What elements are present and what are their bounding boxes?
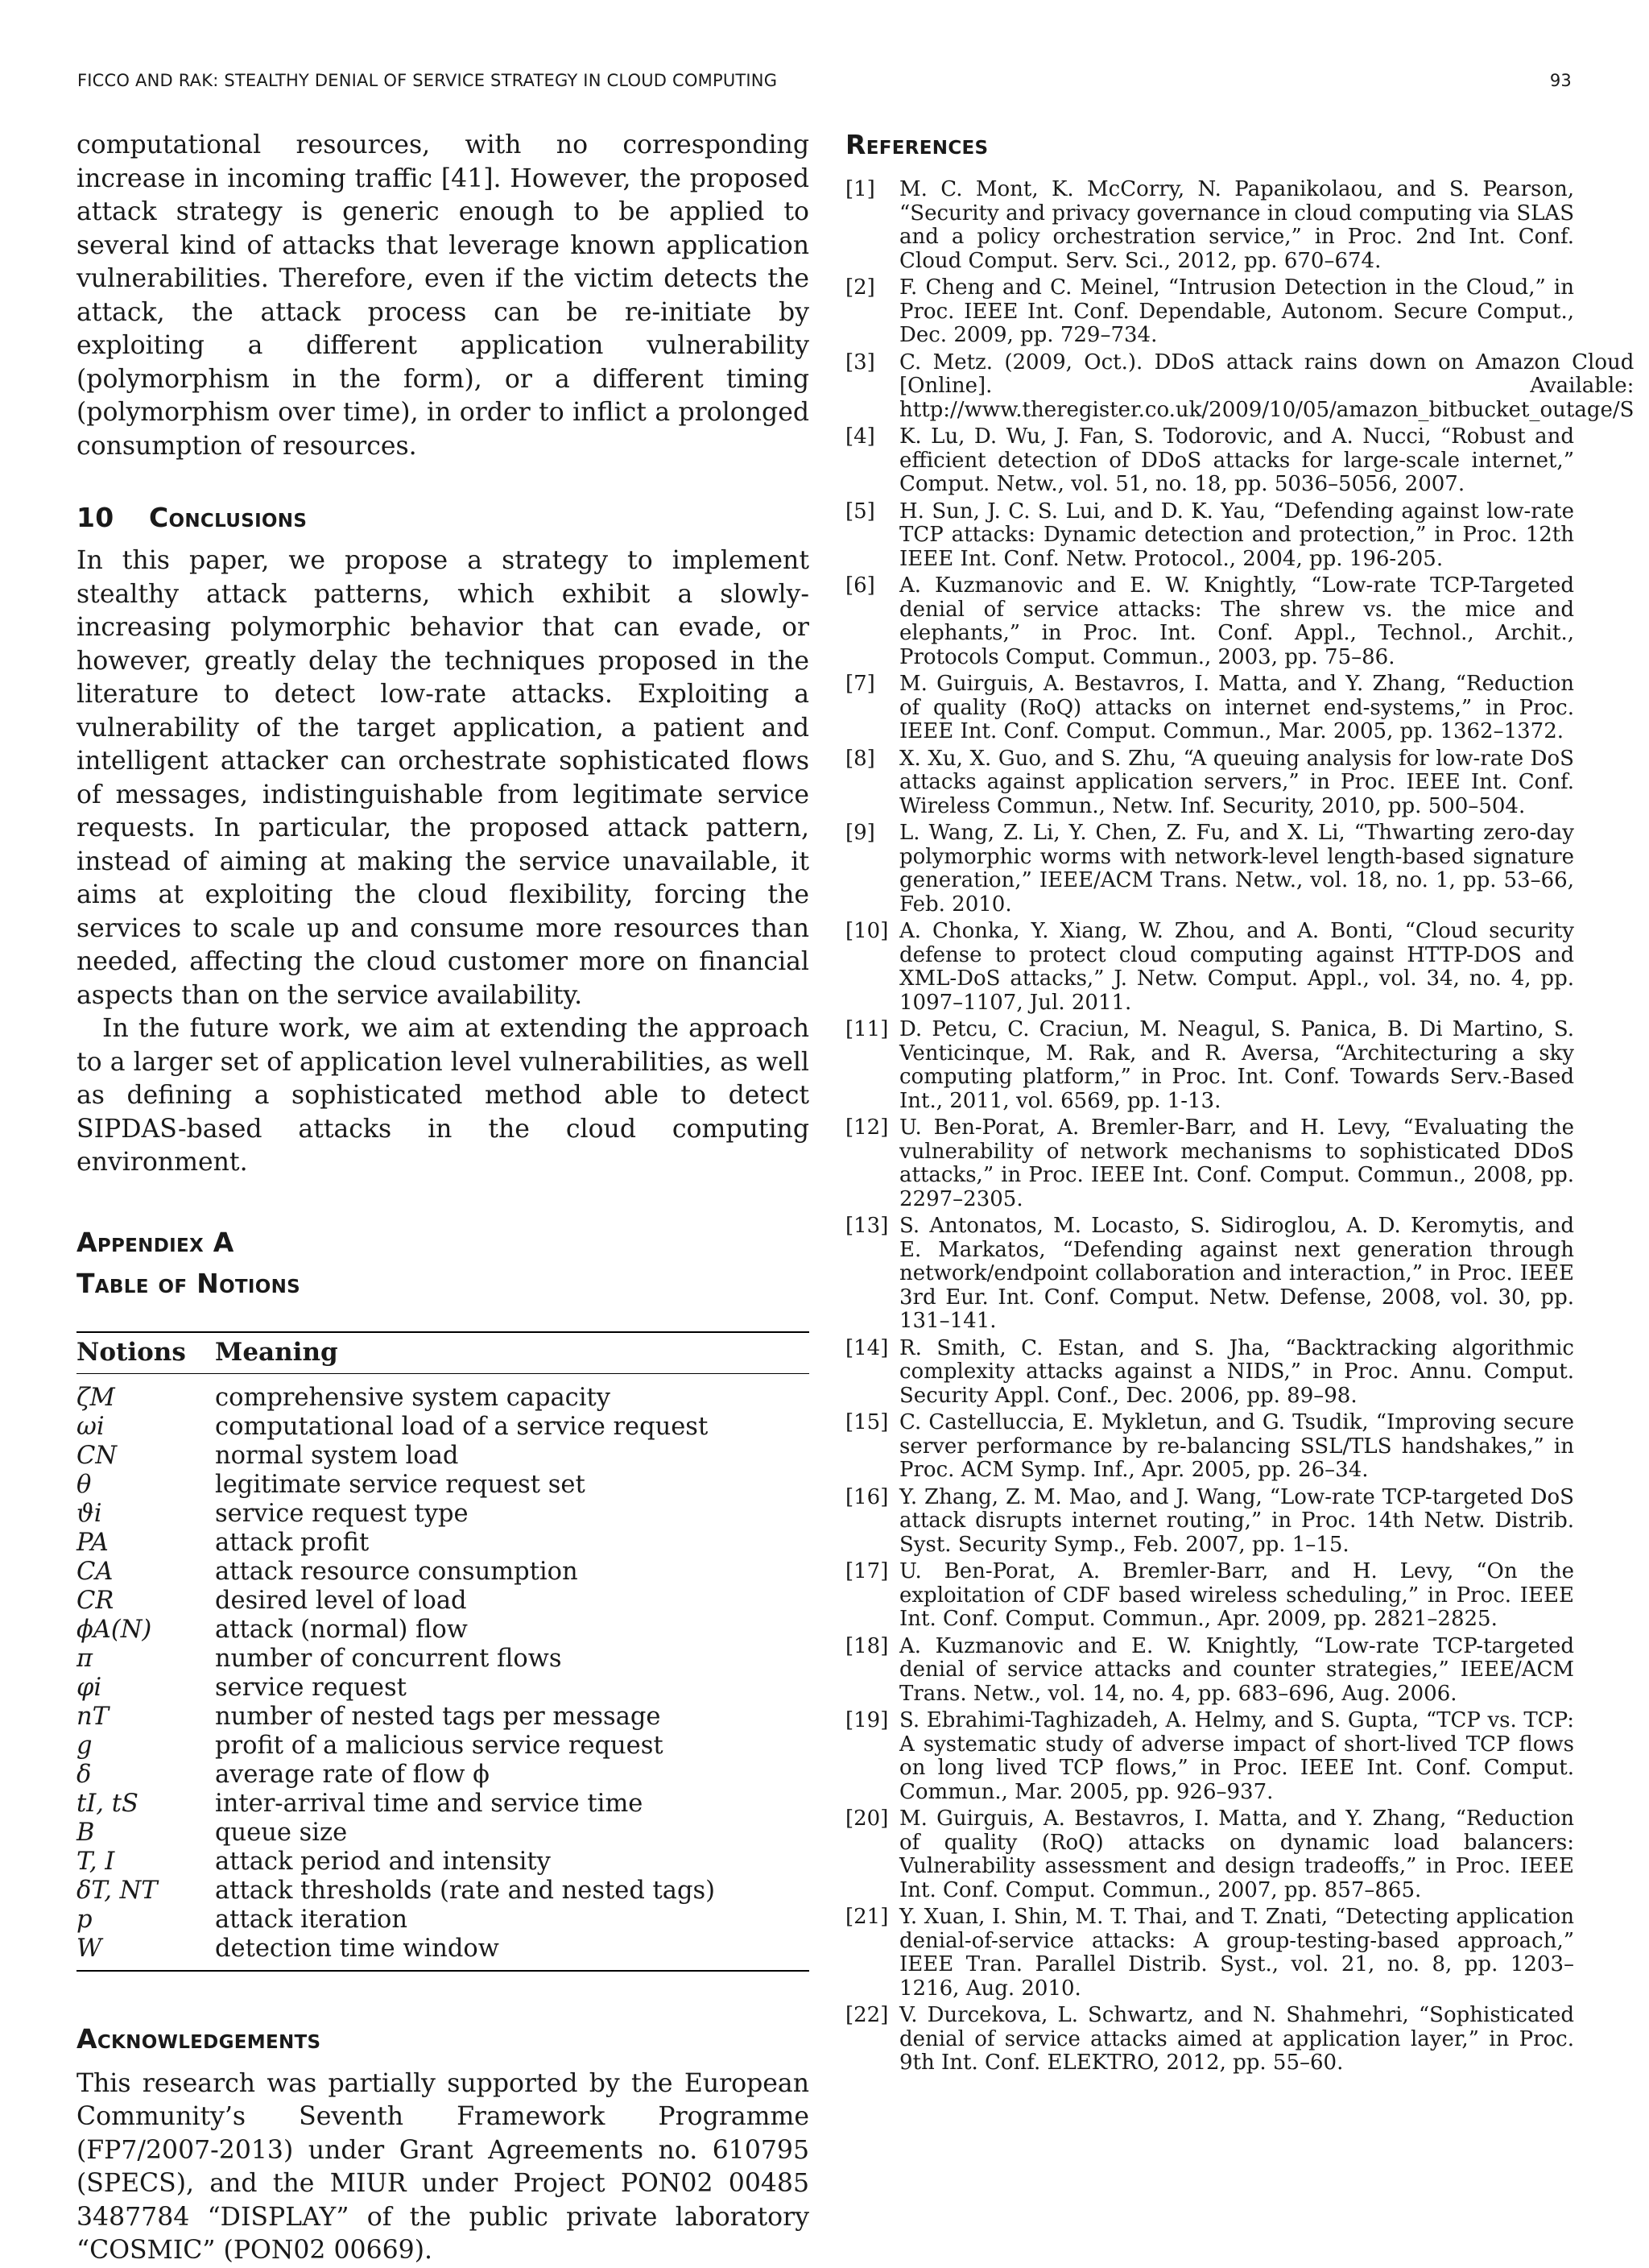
notion-symbol: PA [76, 1528, 109, 1557]
notion-meaning: profit of a malicious service request [215, 1731, 663, 1760]
reference-text: A. Kuzmanovic and E. W. Knightly, “Low-rate TCP-targeted denial of service attacks and counter strategies,” IEEE/ACM Trans. Netw., vol. 14, no. 4, pp. 683–696, Aug. 2006. [899, 1633, 1574, 1706]
reference-text: X. Xu, X. Guo, and S. Zhu, “A queuing analysis for low-rate DoS attacks against application servers,” in Proc. IEEE Int. Conf. Wireless Commun., Netw. Inf. Security, 2010, pp. 500–504. [899, 746, 1574, 818]
section-number: 10 [76, 502, 114, 533]
reference-text: Y. Xuan, I. Shin, M. T. Thai, and T. Znati, “Detecting application denial-of-service attacks: A group-testing-based approach,” IEEE Tran. Parallel Distrib. Syst., vol. 21, no. 8, pp. 1203–1216, Aug. 2010. [899, 1905, 1574, 2001]
reference-text: V. Durcekova, L. Schwartz, and N. Shahmehri, “Sophisticated denial of service attacks aimed at application layer,” in Proc. 9th Int. Conf. ELEKTRO, 2012, pp. 55–60. [899, 2003, 1574, 2075]
reference-text: A. Kuzmanovic and E. W. Knightly, “Low-rate TCP-Targeted denial of service attacks: The shrew vs. the mice and elephants,” in Proc. Int. Conf. Appl., Technol., Archit., Protocols Comput. Commun., 2003, pp. 75–86. [899, 573, 1574, 669]
reference-item [845, 574, 1574, 669]
reference-number: [3] [845, 350, 875, 375]
reference-text: C. Castelluccia, E. Mykletun, and G. Tsudik, “Improving secure server performance by re-balancing SSL/TLS handshakes,” in Proc. ACM Symp. Inf., Apr. 2005, pp. 26–34. [899, 1410, 1574, 1482]
reference-item [845, 425, 1574, 497]
reference-item [845, 2004, 1574, 2076]
reference-number: [4] [845, 424, 875, 449]
notion-meaning: detection time window [215, 1935, 809, 1971]
notion-meaning: attack thresholds (rate and nested tags) [215, 1876, 716, 1905]
notion-symbol: δT, NT [76, 1876, 158, 1905]
reference-item [845, 276, 1574, 348]
reference-number: [12] [845, 1115, 889, 1140]
section-title: Conclusions [149, 502, 308, 533]
reference-text: A. Chonka, Y. Xiang, W. Zhou, and A. Bonti, “Cloud security defense to protect cloud computing against HTTP-DOS and XML-DoS attacks,” J. Netw. Comput. Appl., vol. 34, no. 4, pp. 1097–1107, Jul. 2011. [899, 919, 1574, 1015]
notion-row [76, 1790, 809, 1819]
reference-number: [5] [845, 499, 875, 524]
notion-row [76, 1373, 809, 1413]
notions-header-row [76, 1332, 809, 1374]
notion-meaning: attack profit [215, 1528, 370, 1557]
notion-symbol: π [76, 1644, 93, 1673]
notion-symbol: W [76, 1935, 215, 1971]
reference-text: H. Sun, J. C. S. Lui, and D. K. Yau, “Defending against low-rate TCP attacks: Dynamic detection and protection,” in Proc. 12th IEEE Int. Conf. Netw. Protocol., 2004, pp. 196-205. [899, 499, 1574, 571]
notion-symbol: tI, tS [76, 1789, 138, 1818]
running-title: FICCO AND RAK: STEALTHY DENIAL OF SERVICE STRATEGY IN CLOUD COMPUTING [77, 71, 778, 90]
notion-row [76, 1587, 809, 1616]
notion-meaning: attack period and intensity [215, 1847, 551, 1876]
conclusions-paragraph-2: In the future work, we aim at extending the approach to a larger set of application level vulnerabilities, as well as defining a sophisticated method able to detect SIPDAS-based attacks in the cloud computing environment. [76, 1014, 809, 1177]
notion-symbol: ζM [76, 1383, 115, 1412]
notion-row [76, 1558, 809, 1587]
reference-item [845, 350, 1635, 423]
reference-text: S. Ebrahimi-Taghizadeh, A. Helmy, and S. Gupta, “TCP vs. TCP: A systematic study of adverse impact of short-lived TCP flows on long lived TCP flows,” in Proc. IEEE Int. Conf. Comput. Commun., Mar. 2005, pp. 926–937. [899, 1708, 1574, 1804]
reference-item [845, 822, 1574, 917]
reference-item [845, 1018, 1574, 1113]
notion-row [76, 1616, 809, 1645]
notion-meaning: number of nested tags per message [215, 1702, 661, 1731]
notion-symbol: ϑi [76, 1499, 102, 1528]
reference-list [845, 177, 1635, 2076]
reference-item [845, 1215, 1574, 1334]
notion-meaning: normal system load [215, 1441, 459, 1470]
notion-symbol: φi [76, 1673, 102, 1702]
reference-text: F. Cheng and C. Meinel, “Intrusion Detection in the Cloud,” in Proc. IEEE Int. Conf. Dependable, Autonom. Secure Comput., Dec. 2009, pp. 729–734. [899, 275, 1574, 347]
reference-item [845, 920, 1574, 1015]
reference-text: M. Guirguis, A. Bestavros, I. Matta, and Y. Zhang, “Reduction of quality (RoQ) attacks on internet end-systems,” in Proc. IEEE Int. Conf. Comput. Commun., Mar. 2005, pp. 1362–1372. [899, 672, 1574, 743]
notion-meaning: service request type [215, 1499, 469, 1528]
reference-number: [7] [845, 672, 875, 696]
notion-meaning: queue size [215, 1818, 348, 1847]
reference-number: [21] [845, 1905, 889, 1929]
notions-body [76, 1373, 809, 1971]
conclusions-heading [76, 502, 809, 533]
notion-row [76, 1645, 809, 1674]
reference-item [845, 1807, 1574, 1902]
reference-number: [22] [845, 2003, 889, 2027]
reference-item [845, 500, 1574, 572]
reference-number: [11] [845, 1017, 889, 1041]
notion-symbol: CN [76, 1441, 118, 1470]
reference-text: K. Lu, D. Wu, J. Fan, S. Todorovic, and A. Nucci, “Robust and efficient detection of DDoS attacks for large-scale internet,” Comput. Netw., vol. 51, no. 18, pp. 5036–5056, 2007. [899, 424, 1574, 496]
notion-symbol: θ [76, 1470, 92, 1499]
reference-number: [10] [845, 919, 889, 943]
reference-text: S. Antonatos, M. Locasto, S. Sidiroglou, A. D. Keromytis, and E. Markatos, “Defending against next generation through network/endpoint collaboration and interaction,” in Proc. IEEE 3rd Eur. Int. Conf. Comput. Netw. Defense, 2008, vol. 30, pp. 131–141. [899, 1214, 1574, 1333]
reference-text: C. Metz. (2009, Oct.). DDoS attack rains down on Amazon Cloud [Online]. Available: http://www.theregister.co.uk/2009/10/05/amazon_bitbucket_outage/S [899, 350, 1635, 422]
notion-symbol: B [76, 1818, 95, 1847]
reference-number: [14] [845, 1335, 889, 1360]
notion-symbol: ϕA(N) [76, 1615, 152, 1644]
notion-meaning: legitimate service request set [215, 1470, 585, 1499]
references-heading: References [845, 129, 989, 160]
notion-row [76, 1935, 809, 1971]
reference-item [845, 1337, 1574, 1409]
reference-number: [6] [845, 573, 875, 598]
reference-number: [9] [845, 821, 875, 845]
notion-symbol: g [76, 1731, 93, 1760]
reference-text: Y. Zhang, Z. M. Mao, and J. Wang, “Low-rate TCP-targeted DoS attack disrupts internet routing,” in Proc. 14th Netw. Distrib. Syst. Security Symp., Feb. 2007, pp. 1–15. [899, 1484, 1574, 1557]
notion-row [76, 1442, 809, 1471]
notion-row [76, 1819, 809, 1848]
reference-number: [19] [845, 1708, 889, 1732]
notion-symbol: CA [76, 1557, 114, 1586]
reference-item [845, 673, 1574, 744]
reference-item [845, 1411, 1574, 1483]
notion-meaning: attack iteration [215, 1905, 407, 1934]
reference-text: M. Guirguis, A. Bestavros, I. Matta, and Y. Zhang, “Reduction of quality (RoQ) attacks on dynamic load balancers: Vulnerability assessment and design tradeoffs,” in Proc. IEEE Int. Conf. Comput. Commun., 2007, pp. 857–865. [899, 1807, 1574, 1902]
reference-number: [13] [845, 1214, 889, 1238]
notion-symbol: T, I [76, 1847, 115, 1876]
right-column [845, 129, 1635, 2079]
reference-item [845, 1906, 1574, 2001]
notion-meaning: number of concurrent flows [215, 1644, 562, 1673]
notion-row [76, 1471, 809, 1500]
notion-row [76, 1906, 809, 1935]
reference-text: L. Wang, Z. Li, Y. Chen, Z. Fu, and X. Li, “Thwarting zero-day polymorphic worms with network-level length-based signature generation,” IEEE/ACM Trans. Netw., vol. 18, no. 1, pp. 53–66, Feb. 2010. [899, 821, 1574, 917]
notion-row [76, 1877, 809, 1906]
notion-row [76, 1703, 809, 1732]
intro-paragraph: computational resources, with no corresponding increase in incoming traffic [41]. However, the proposed attack strategy is generic enough to be applied to several kind of attacks that leverage known application vulnerabilities. Therefore, even if the victim detects the attack, the attack process can be re-initiate by exploiting a different application vulnerability (polymorphism in the form), or a different timing (polymorphism over time), in order to inflict a prolonged consumption of resources. [76, 130, 809, 461]
notion-row [76, 1529, 809, 1558]
notion-meaning: service request [215, 1673, 407, 1702]
notion-meaning: comprehensive system capacity [215, 1383, 610, 1412]
reference-item [845, 178, 1574, 273]
page-number: 93 [1549, 71, 1572, 90]
notion-symbol: CR [76, 1586, 114, 1615]
reference-number: [15] [845, 1410, 889, 1434]
acknowledgements-heading: Acknowledgements [76, 2022, 321, 2055]
col-notions-header: Notions [76, 1332, 215, 1374]
notion-meaning: desired level of load [215, 1586, 467, 1615]
reference-number: [20] [845, 1807, 889, 1831]
notion-meaning: attack (normal) flow [215, 1615, 468, 1644]
acknowledgements-text: This research was partially supported by the European Community’s Seventh Framework Programme (FP7/2007-2013) under Grant Agreements no. 610795 (SPECS), and the MIUR under Project PON02 00485 3487784 “DISPLAY” of the public private laboratory “COSMIC” (PON02 00669). [76, 2068, 809, 2265]
notion-meaning: average rate of flow ϕ [215, 1760, 490, 1789]
reference-number: [8] [845, 746, 875, 771]
notion-row [76, 1848, 809, 1877]
reference-item [845, 1709, 1574, 1804]
conclusions-paragraph-1: In this paper, we propose a strategy to implement stealthy attack patterns, which exhibit a slowly-increasing polymorphic behavior that can evade, or however, greatly delay the techniques proposed in the literature to detect low-rate attacks. Exploiting a vulnerability of the target application, a patient and intelligent attacker can orchestrate sophisticated flows of messages, indistinguishable from legitimate service requests. In particular, the proposed attack pattern, instead of aiming at making the service unavailable, it aims at exploiting the cloud flexibility, forcing the services to scale up and consume more resources than needed, affecting the cloud customer more on financial aspects than on the service availability. [76, 546, 809, 1010]
appendix-heading: Appendiex A [76, 1226, 234, 1258]
table-title: Table of Notions [76, 1267, 301, 1299]
left-column [76, 129, 809, 2268]
reference-number: [17] [845, 1559, 889, 1583]
reference-number: [2] [845, 275, 875, 300]
reference-item [845, 747, 1574, 819]
reference-item [845, 1116, 1574, 1211]
notion-row [76, 1500, 809, 1529]
notion-row [76, 1413, 809, 1442]
reference-text: D. Petcu, C. Craciun, M. Neagul, S. Panica, B. Di Martino, S. Venticinque, M. Rak, and R. Aversa, “Architecturing a sky computing platform,” in Proc. Int. Conf. Towards Serv.-Based Int., 2011, vol. 6569, pp. 1-13. [899, 1017, 1574, 1113]
notion-row [76, 1732, 809, 1761]
reference-text: R. Smith, C. Estan, and S. Jha, “Backtracking algorithmic complexity attacks against a NIDS,” in Proc. Annu. Comput. Security Appl. Conf., Dec. 2006, pp. 89–98. [899, 1335, 1574, 1408]
reference-item [845, 1635, 1574, 1707]
reference-text: U. Ben-Porat, A. Bremler-Barr, and H. Levy, “On the exploitation of CDF based wireless scheduling,” in Proc. IEEE Int. Conf. Comput. Commun., Apr. 2009, pp. 2821–2825. [899, 1559, 1574, 1631]
notion-symbol: nT [76, 1702, 109, 1731]
notions-table [76, 1331, 809, 1972]
notion-meaning: inter-arrival time and service time [215, 1789, 643, 1818]
reference-item [845, 1486, 1574, 1558]
notion-symbol: ωi [76, 1412, 105, 1441]
reference-number: [18] [845, 1633, 889, 1658]
notion-row [76, 1674, 809, 1703]
reference-number: [16] [845, 1484, 889, 1509]
notion-symbol: δ [76, 1760, 92, 1789]
reference-item [845, 1560, 1574, 1632]
reference-number: [1] [845, 177, 875, 201]
reference-text: M. C. Mont, K. McCorry, N. Papanikolaou, and S. Pearson, “Security and privacy governance in cloud computing via SLAS and a policy orchestration service,” in Proc. 2nd Int. Conf. Cloud Comput. Serv. Sci., 2012, pp. 670–674. [899, 177, 1574, 273]
notion-row [76, 1761, 809, 1790]
notion-meaning: computational load of a service request [215, 1412, 709, 1441]
notion-symbol: p [76, 1905, 93, 1934]
reference-text: U. Ben-Porat, A. Bremler-Barr, and H. Levy, “Evaluating the vulnerability of network mechanisms to sophisticated DDoS attacks,” in Proc. IEEE Int. Conf. Comput. Commun., 2008, pp. 2297–2305. [899, 1115, 1574, 1211]
col-meaning-header: Meaning [215, 1332, 809, 1374]
notion-meaning: attack resource consumption [215, 1557, 578, 1586]
